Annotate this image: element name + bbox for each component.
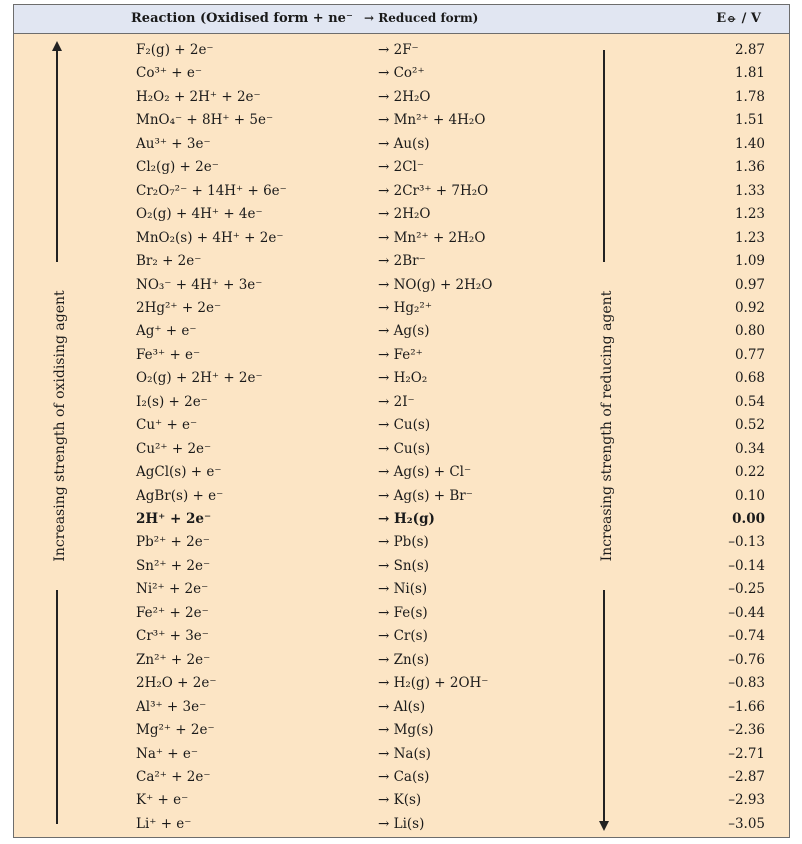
reduced-form-cell: → 2H₂O [378, 88, 431, 105]
potential-cell: 0.80 [734, 323, 765, 340]
potential-cell: 1.23 [734, 229, 765, 246]
potential-cell: 0.77 [734, 346, 765, 363]
potential-cell: 1.23 [734, 206, 765, 223]
oxidised-form-cell: AgBr(s) + e⁻ [136, 487, 224, 504]
reduced-form-cell: → Mn²⁺ + 2H₂O [378, 229, 486, 246]
oxidised-form-cell: 2H⁺ + 2e⁻ [136, 511, 212, 527]
potential-cell: 1.51 [734, 112, 765, 129]
oxidised-form-cell: I₂(s) + 2e⁻ [136, 393, 208, 410]
potential-cell: 2.87 [734, 42, 765, 58]
potential-cell: 0.52 [734, 417, 765, 434]
header-reduced-form: → Reduced form) [364, 11, 479, 25]
potential-cell: –2.36 [728, 722, 765, 739]
reduced-form-cell: → 2Cl⁻ [378, 159, 424, 176]
table-row [14, 205, 789, 227]
oxidised-form-cell: Na⁺ + e⁻ [136, 745, 198, 762]
table-row [14, 346, 789, 368]
oxidised-form-cell: Cr³⁺ + 3e⁻ [136, 628, 209, 645]
oxidised-form-cell: Au³⁺ + 3e⁻ [136, 135, 211, 152]
potential-cell: 0.54 [734, 393, 765, 410]
oxidised-form-cell: Ag⁺ + e⁻ [136, 323, 197, 340]
oxidised-form-cell: 2Hg²⁺ + 2e⁻ [136, 299, 222, 316]
potential-cell: –2.71 [728, 745, 765, 762]
oxidised-form-cell: AgCl(s) + e⁻ [136, 464, 222, 481]
table-header [14, 5, 789, 34]
reduced-form-cell: → Sn(s) [378, 557, 430, 574]
potential-cell: –0.76 [728, 651, 765, 668]
oxidised-form-cell: Co³⁺ + e⁻ [136, 65, 203, 82]
reduced-form-cell: → 2H₂O [378, 206, 431, 223]
potential-cell: 1.81 [734, 65, 765, 82]
oxidised-form-cell: Br₂ + 2e⁻ [136, 253, 202, 270]
potential-cell: –0.13 [728, 534, 765, 551]
table-row [14, 229, 789, 251]
potential-cell: –2.93 [728, 792, 765, 809]
reduced-form-cell: → Ag(s) + Br⁻ [378, 487, 473, 504]
reduced-form-cell: → 2I⁻ [378, 393, 415, 410]
table-row [14, 322, 789, 344]
table-row [14, 533, 789, 555]
table-row [14, 510, 789, 532]
oxidised-form-cell: Cl₂(g) + 2e⁻ [136, 159, 219, 176]
oxidised-form-cell: O₂(g) + 2H⁺ + 2e⁻ [136, 370, 263, 387]
table-row [14, 674, 789, 696]
oxidised-form-cell: H₂O₂ + 2H⁺ + 2e⁻ [136, 88, 261, 105]
oxidised-form-cell: K⁺ + e⁻ [136, 792, 189, 809]
reduced-form-cell: → Fe²⁺ [378, 346, 423, 363]
table-row [14, 393, 789, 415]
oxidised-form-cell: MnO₂(s) + 4H⁺ + 2e⁻ [136, 229, 284, 246]
reduced-form-cell: → Cu(s) [378, 417, 431, 434]
oxidised-form-cell: O₂(g) + 4H⁺ + 4e⁻ [136, 206, 263, 223]
left-arrow-label: Increasing strength of oxidising agent [52, 262, 68, 590]
reduced-form-cell: → Na(s) [378, 745, 431, 762]
table-row [14, 791, 789, 813]
reduced-form-cell: → Ni(s) [378, 581, 428, 598]
electrode-potential-table [13, 4, 790, 838]
oxidised-form-cell: Cu⁺ + e⁻ [136, 417, 198, 434]
reduced-form-cell: → Zn(s) [378, 651, 430, 668]
oxidised-form-cell: Ni²⁺ + 2e⁻ [136, 581, 209, 598]
table-row [14, 64, 789, 86]
potential-cell: 1.36 [734, 159, 765, 176]
reduced-form-cell: → Au(s) [378, 135, 430, 152]
potential-cell: 0.22 [734, 464, 765, 481]
potential-cell: 1.09 [734, 253, 765, 270]
oxidised-form-cell: Sn²⁺ + 2e⁻ [136, 557, 211, 574]
header-reaction: Reaction (Oxidised form + ne⁻ [131, 11, 353, 26]
oxidised-form-cell: NO₃⁻ + 4H⁺ + 3e⁻ [136, 276, 263, 293]
reduced-form-cell: → Li(s) [378, 815, 425, 832]
reduced-form-cell: → Co²⁺ [378, 65, 425, 82]
oxidised-form-cell: F₂(g) + 2e⁻ [136, 42, 214, 58]
potential-cell: 1.33 [734, 182, 765, 199]
reduced-form-cell: → Ca(s) [378, 768, 430, 785]
reduced-form-cell: → Fe(s) [378, 604, 428, 621]
table-row [14, 698, 789, 720]
oxidised-form-cell: Pb²⁺ + 2e⁻ [136, 534, 210, 551]
table-row [14, 41, 789, 63]
reduced-form-cell: → Ag(s) + Cl⁻ [378, 464, 472, 481]
reduced-form-cell: → Mg(s) [378, 722, 434, 739]
table-row [14, 369, 789, 391]
potential-cell: 0.00 [732, 511, 765, 527]
reduced-form-cell: → 2Cr³⁺ + 7H₂O [378, 182, 489, 199]
oxidised-form-cell: Li⁺ + e⁻ [136, 815, 192, 832]
potential-cell: –2.87 [728, 768, 765, 785]
potential-cell: –0.74 [728, 628, 765, 645]
potential-cell: –3.05 [728, 815, 765, 832]
potential-cell: 0.68 [734, 370, 765, 387]
oxidised-form-cell: MnO₄⁻ + 8H⁺ + 5e⁻ [136, 112, 274, 129]
oxidised-form-cell: Fe²⁺ + 2e⁻ [136, 604, 209, 621]
reduced-form-cell: → Pb(s) [378, 534, 429, 551]
potential-cell: –0.44 [728, 604, 765, 621]
reduced-form-cell: → Cr(s) [378, 628, 428, 645]
table-row [14, 440, 789, 462]
potential-cell: –0.83 [728, 675, 765, 692]
reduced-form-cell: → Ag(s) [378, 323, 430, 340]
potential-cell: –0.14 [728, 557, 765, 574]
potential-cell: 1.78 [734, 88, 765, 105]
table-row [14, 768, 789, 790]
potential-cell: –1.66 [728, 698, 765, 715]
table-row [14, 182, 789, 204]
oxidised-form-cell: Zn²⁺ + 2e⁻ [136, 651, 211, 668]
table-row [14, 815, 789, 837]
reduced-form-cell: → H₂O₂ [378, 370, 428, 387]
reduced-form-cell: → Cu(s) [378, 440, 431, 457]
reduced-form-cell: → H₂(g) + 2OH⁻ [378, 675, 489, 692]
reduced-form-cell: → Hg₂²⁺ [378, 299, 432, 316]
reduced-form-cell: → K(s) [378, 792, 422, 809]
table-row [14, 651, 789, 673]
table-row [14, 416, 789, 438]
reduced-form-cell: → 2Br⁻ [378, 253, 426, 270]
table-row [14, 580, 789, 602]
oxidised-form-cell: Ca²⁺ + 2e⁻ [136, 768, 211, 785]
reduced-form-cell: → Al(s) [378, 698, 426, 715]
table-row [14, 158, 789, 180]
potential-cell: 0.10 [734, 487, 765, 504]
reduced-form-cell: → H₂(g) [378, 511, 435, 527]
table-row [14, 463, 789, 485]
table-row [14, 276, 789, 298]
table-row [14, 487, 789, 509]
table-row [14, 604, 789, 626]
potential-cell: 1.40 [734, 135, 765, 152]
table-row [14, 721, 789, 743]
oxidised-form-cell: Cu²⁺ + 2e⁻ [136, 440, 212, 457]
oxidised-form-cell: 2H₂O + 2e⁻ [136, 675, 217, 692]
reduced-form-cell: → Mn²⁺ + 4H₂O [378, 112, 486, 129]
right-arrow-label: Increasing strength of reducing agent [599, 262, 615, 590]
reduced-form-cell: → NO(g) + 2H₂O [378, 276, 493, 293]
oxidised-form-cell: Al³⁺ + 3e⁻ [136, 698, 207, 715]
header-potential: E⦵ / V [716, 11, 761, 26]
potential-cell: 0.97 [734, 276, 765, 293]
table-row [14, 252, 789, 274]
oxidised-form-cell: Mg²⁺ + 2e⁻ [136, 722, 215, 739]
table-row [14, 299, 789, 321]
table-row [14, 627, 789, 649]
oxidised-form-cell: Fe³⁺ + e⁻ [136, 346, 201, 363]
oxidised-form-cell: Cr₂O₇²⁻ + 14H⁺ + 6e⁻ [136, 182, 287, 199]
table-row [14, 135, 789, 157]
table-row [14, 745, 789, 767]
table-row [14, 88, 789, 110]
potential-cell: –0.25 [728, 581, 765, 598]
table-row [14, 111, 789, 133]
potential-cell: 0.34 [734, 440, 765, 457]
potential-cell: 0.92 [734, 299, 765, 316]
reduced-form-cell: → 2F⁻ [378, 42, 419, 58]
table-row [14, 557, 789, 579]
